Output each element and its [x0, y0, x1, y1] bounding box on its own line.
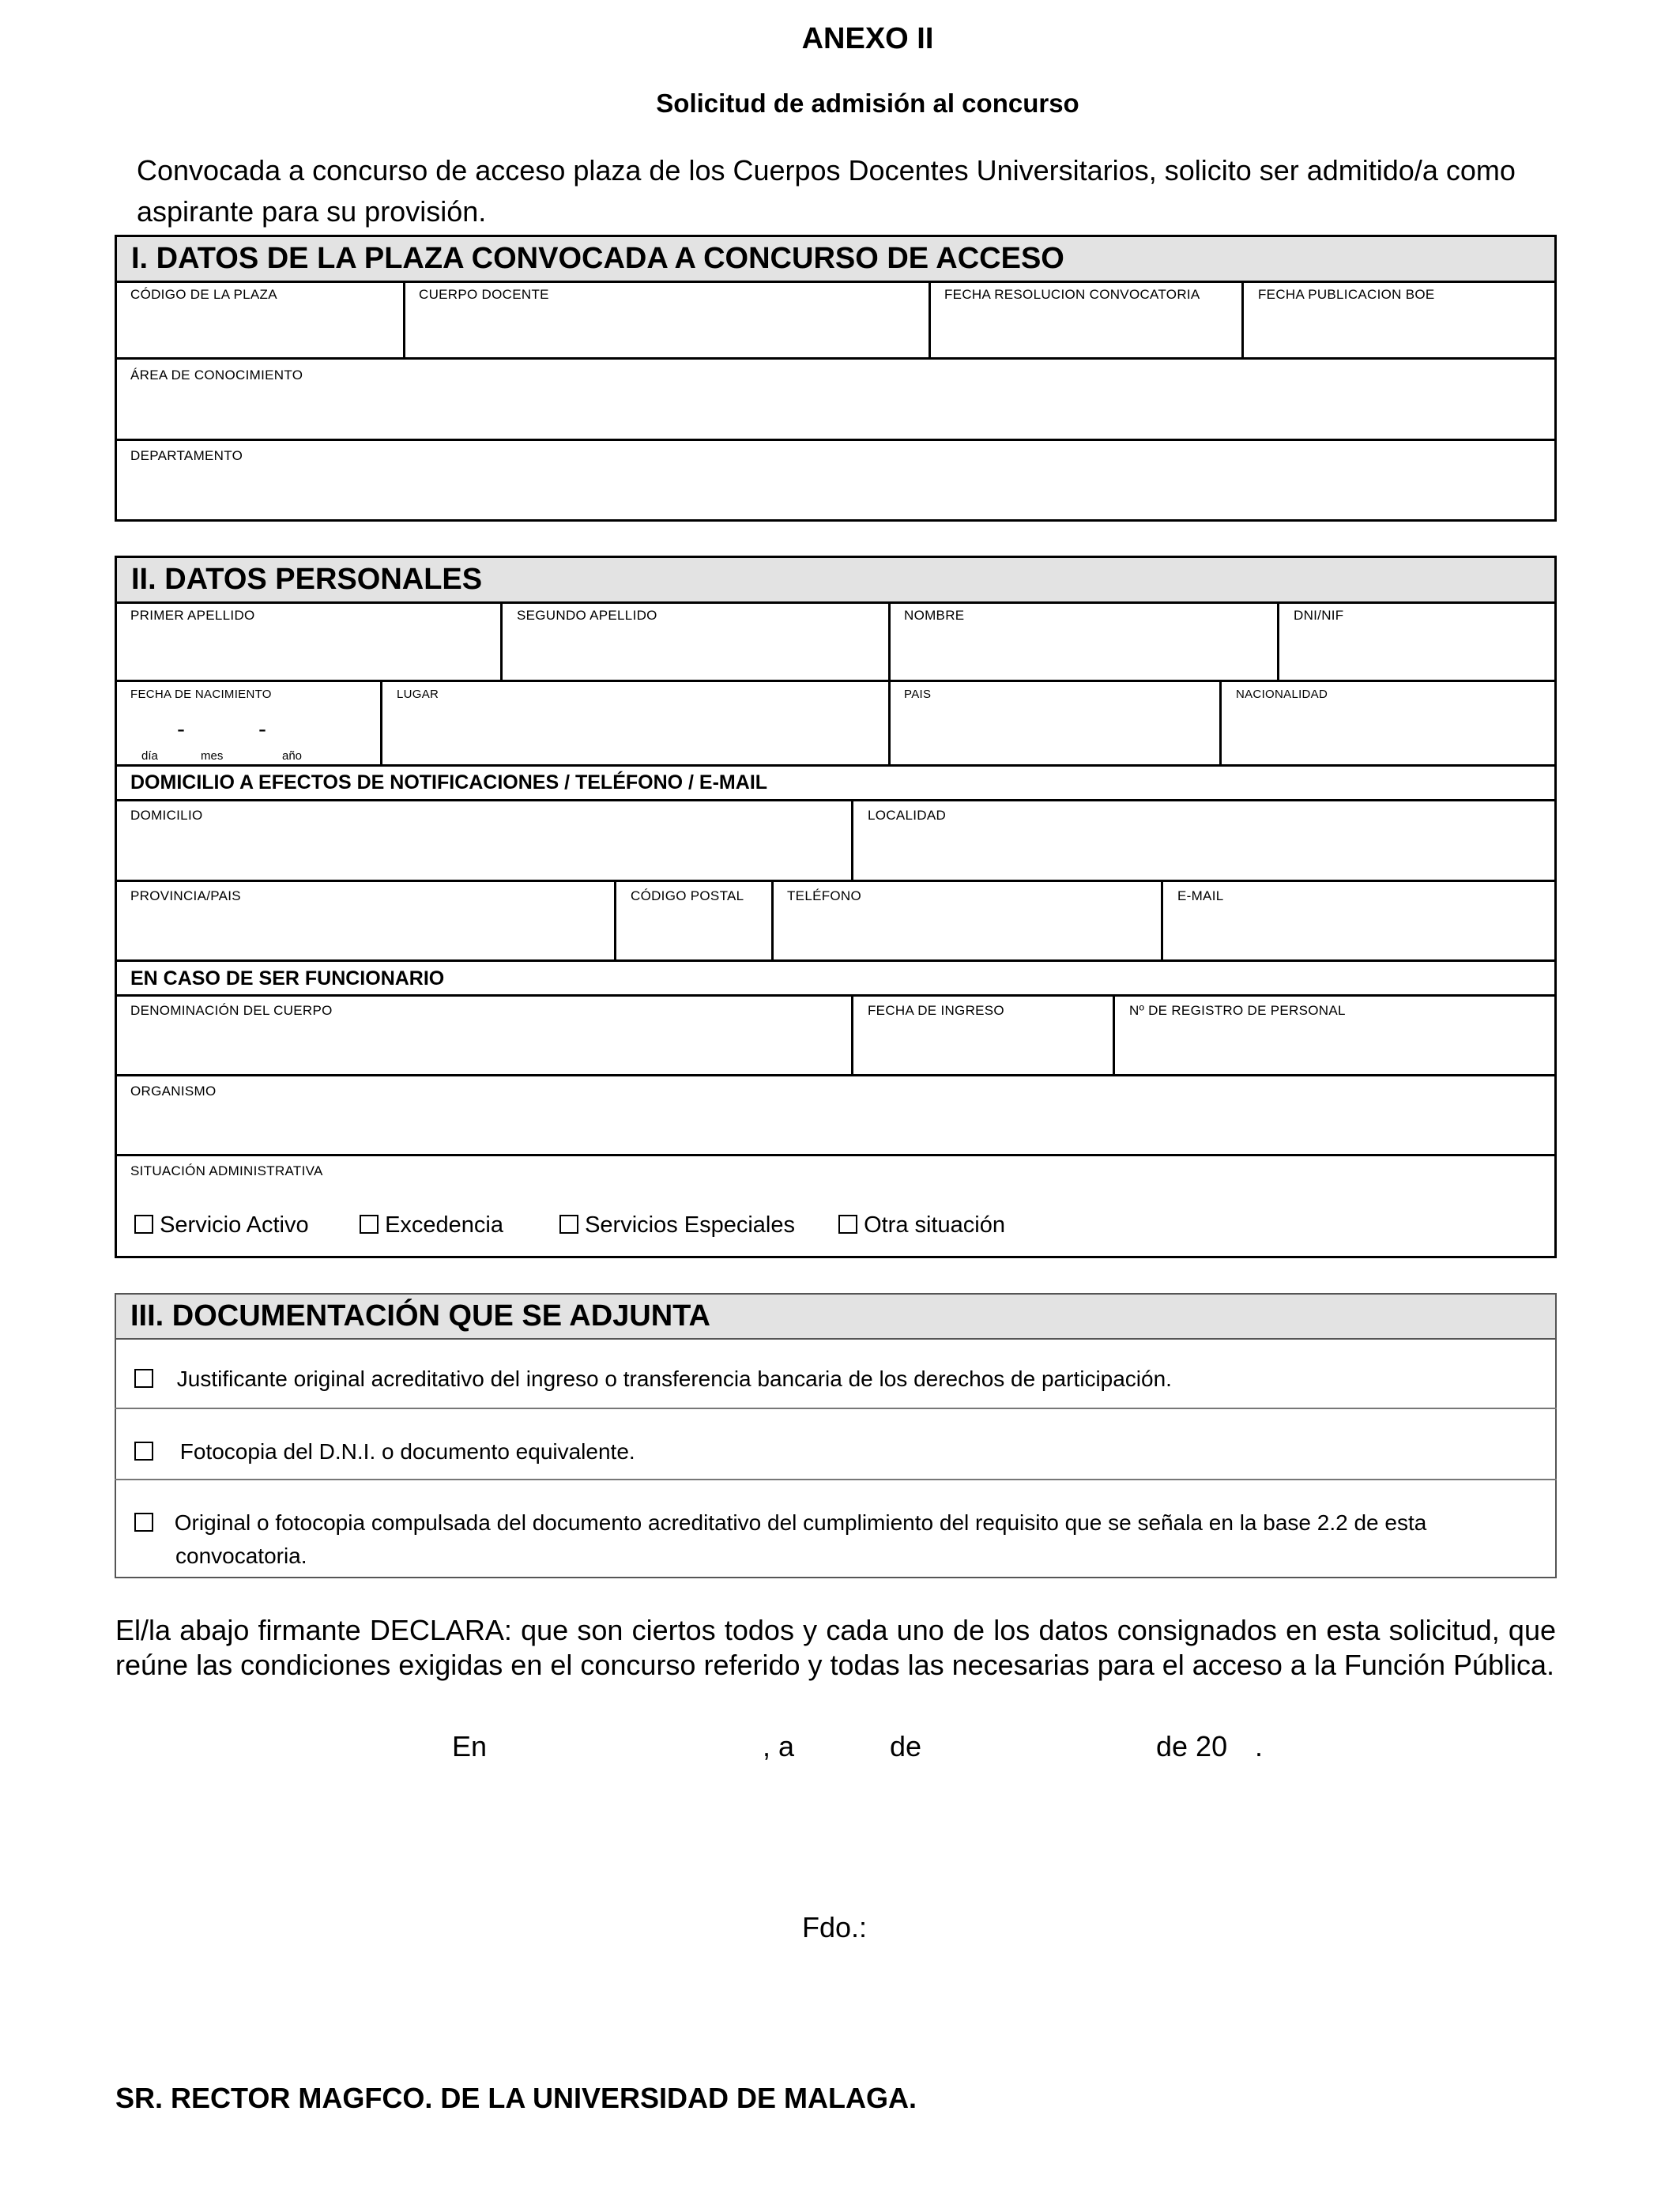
field-nombre[interactable]: NOMBRE — [904, 608, 965, 623]
place-de-20: de 20 — [1156, 1730, 1228, 1762]
field-area-conocimiento[interactable]: ÁREA DE CONOCIMIENTO — [130, 368, 303, 383]
field-email[interactable]: E-MAIL — [1177, 888, 1224, 903]
field-fecha-resolucion[interactable]: FECHA RESOLUCION CONVOCATORIA — [944, 287, 1200, 302]
field-primer-apellido[interactable]: PRIMER APELLIDO — [130, 608, 255, 623]
field-departamento[interactable]: DEPARTAMENTO — [130, 448, 243, 463]
checkbox-icon[interactable] — [134, 1369, 153, 1388]
checkbox-icon[interactable] — [134, 1442, 153, 1461]
field-fecha-boe[interactable]: FECHA PUBLICACION BOE — [1258, 287, 1435, 302]
signature-label: Fdo.: — [802, 1911, 868, 1943]
option-label: Servicio Activo — [160, 1212, 309, 1238]
checkbox-icon[interactable] — [559, 1215, 578, 1234]
date-mes-label: mes — [201, 749, 224, 763]
option-label: Servicios Especiales — [585, 1212, 796, 1238]
date-dash-1: - — [177, 716, 185, 742]
option-servicio-activo[interactable] — [134, 1212, 309, 1238]
place-a: , a — [763, 1730, 795, 1762]
field-cuerpo-docente[interactable]: CUERPO DOCENTE — [419, 287, 549, 302]
form-title: Solicitud de admisión al concurso — [656, 89, 1079, 118]
option-servicios-especiales[interactable] — [559, 1212, 795, 1238]
doc-item-label: Original o fotocopia compulsada del documento acreditativo del cumplimiento del requisito que se señala en la base 2.2 de esta — [174, 1510, 1427, 1535]
option-otra-situacion[interactable] — [838, 1212, 1005, 1238]
section-datos-personales-title: II. DATOS PERSONALES — [117, 558, 1554, 604]
intro-line-1: Convocada a concurso de acceso plaza de los Cuerpos Docentes Universitarios, solicito ser admitido/a como — [137, 154, 1516, 187]
field-registro-personal[interactable]: Nº DE REGISTRO DE PERSONAL — [1129, 1003, 1346, 1018]
place-en: En — [452, 1730, 488, 1762]
section-documentacion-title: III. DOCUMENTACIÓN QUE SE ADJUNTA — [116, 1295, 1555, 1340]
date-anio-label: año — [282, 749, 303, 763]
annex-title: ANEXO II — [801, 22, 934, 55]
field-provincia[interactable]: PROVINCIA/PAIS — [130, 888, 241, 903]
domicilio-subheader: DOMICILIO A EFECTOS DE NOTIFICACIONES / TELÉFONO / E-MAIL — [130, 771, 768, 794]
field-localidad[interactable]: LOCALIDAD — [868, 808, 947, 823]
field-telefono[interactable]: TELÉFONO — [787, 888, 862, 903]
doc-item-label: Fotocopia del D.N.I. o documento equivalente. — [179, 1439, 635, 1464]
checkbox-icon[interactable] — [134, 1215, 153, 1234]
field-organismo[interactable]: ORGANISMO — [130, 1084, 217, 1099]
field-codigo-plaza[interactable]: CÓDIGO DE LA PLAZA — [130, 287, 277, 302]
field-fecha-nacimiento[interactable]: FECHA DE NACIMIENTO — [130, 688, 272, 701]
funcionario-subheader: EN CASO DE SER FUNCIONARIO — [130, 967, 445, 990]
option-label: Otra situación — [864, 1212, 1005, 1238]
date-dash-2: - — [258, 716, 266, 742]
declaration-text: El/la abajo firmante DECLARA: que son ciertos todos y cada uno de los datos consignados en esta solicitud, que reúne las condiciones exigidas en el concurso referido y todas las necesarias para el acceso a la Función Pública. — [115, 1614, 1556, 1681]
doc-item-original[interactable] — [134, 1506, 1426, 1540]
section-plaza-title: I. DATOS DE LA PLAZA CONVOCADA A CONCURSO DE ACCESO — [117, 237, 1554, 283]
doc-item-justificante[interactable] — [134, 1363, 1172, 1396]
field-segundo-apellido[interactable]: SEGUNDO APELLIDO — [517, 608, 657, 623]
doc-item-dni[interactable] — [134, 1435, 635, 1468]
section-plaza — [115, 235, 1557, 522]
place-dot: . — [1255, 1730, 1264, 1762]
field-domicilio[interactable]: DOMICILIO — [130, 808, 203, 823]
field-dni[interactable]: DNI/NIF — [1294, 608, 1344, 623]
checkbox-icon[interactable] — [360, 1215, 379, 1234]
field-codigo-postal[interactable]: CÓDIGO POSTAL — [631, 888, 744, 903]
field-nacionalidad[interactable]: NACIONALIDAD — [1236, 688, 1328, 701]
addressee: SR. RECTOR MAGFCO. DE LA UNIVERSIDAD DE MALAGA. — [115, 2082, 917, 2114]
checkbox-icon[interactable] — [134, 1513, 153, 1532]
date-dia-label: día — [141, 749, 158, 763]
field-pais[interactable]: PAIS — [904, 688, 932, 701]
place-de: de — [890, 1730, 922, 1762]
option-label: Excedencia — [385, 1212, 503, 1238]
doc-item-label: Justificante original acreditativo del ingreso o transferencia bancaria de los derechos de participación. — [176, 1367, 1172, 1391]
checkbox-icon[interactable] — [838, 1215, 857, 1234]
field-fecha-ingreso[interactable]: FECHA DE INGRESO — [868, 1003, 1004, 1018]
field-lugar[interactable]: LUGAR — [397, 688, 439, 701]
option-excedencia[interactable] — [360, 1212, 503, 1238]
field-denominacion-cuerpo[interactable]: DENOMINACIÓN DEL CUERPO — [130, 1003, 333, 1018]
field-situacion: SITUACIÓN ADMINISTRATIVA — [130, 1163, 323, 1178]
doc-item-continuation: convocatoria. — [175, 1544, 307, 1568]
intro-line-2: aspirante para su provisión. — [137, 195, 487, 228]
section-datos-personales — [115, 556, 1557, 1258]
